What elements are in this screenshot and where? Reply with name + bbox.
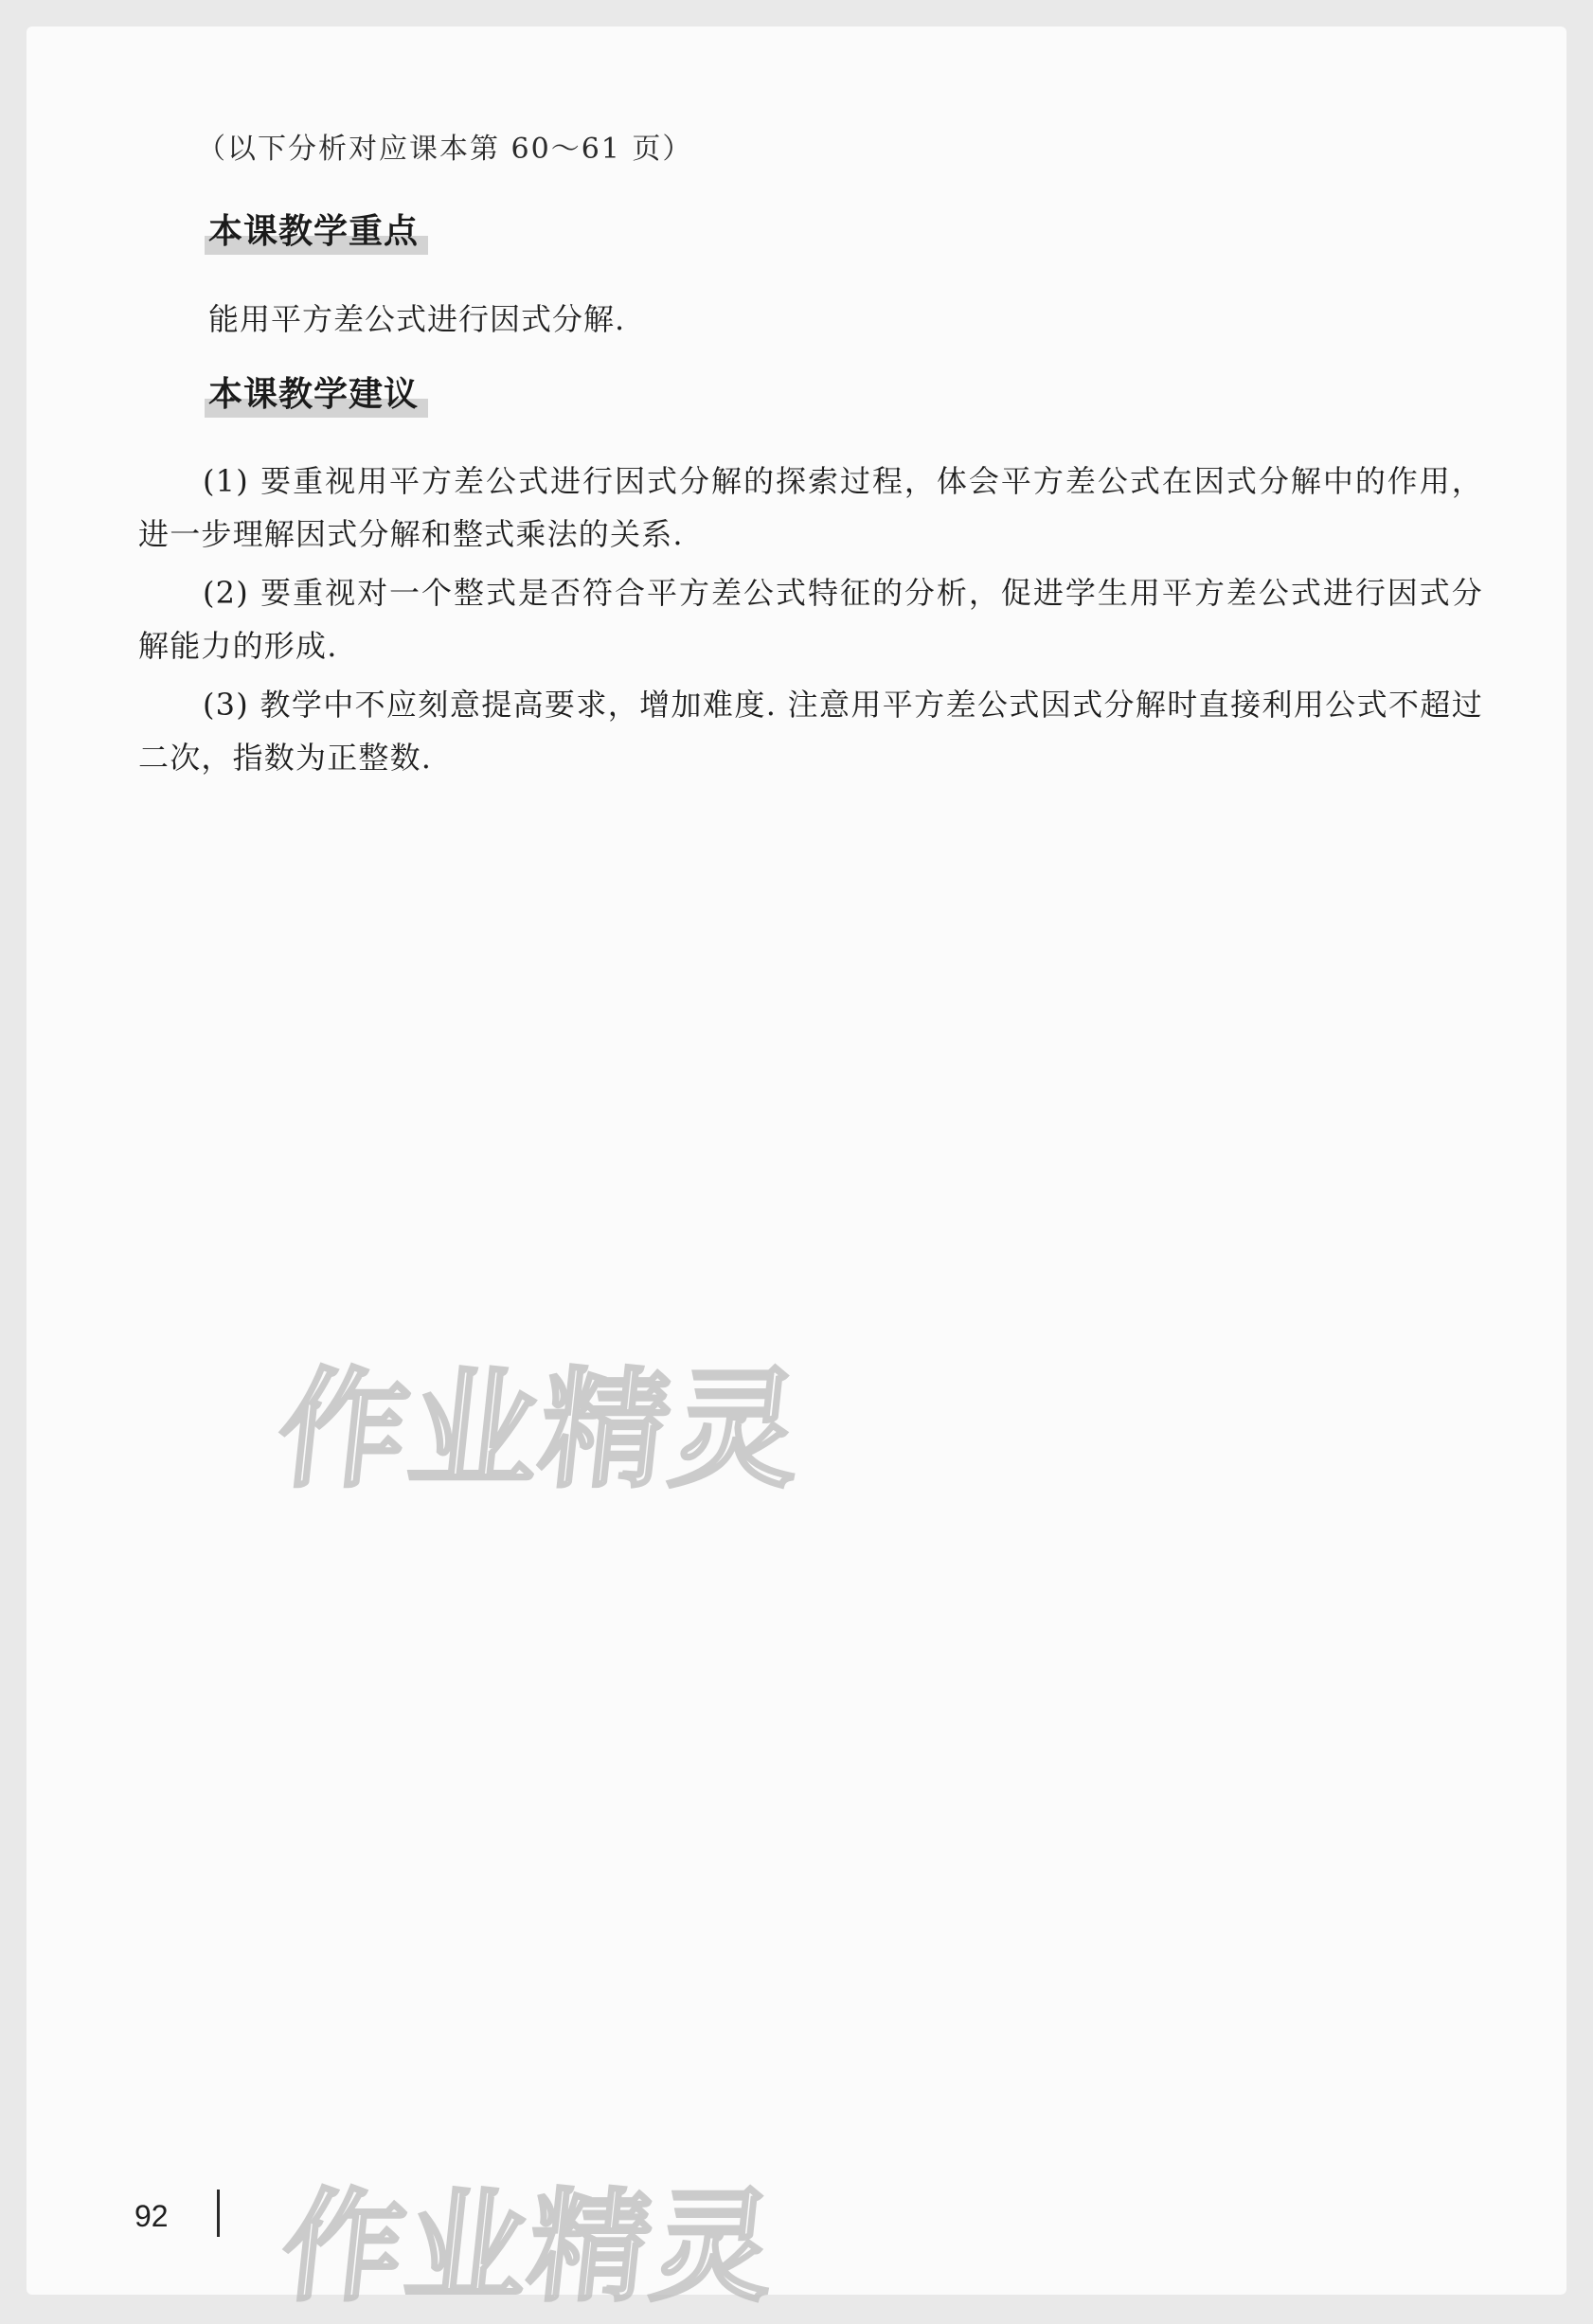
suggestion-item-1: (1) 要重视用平方差公式进行因式分解的探索过程，体会平方差公式在因式分解中的作用，进一步理解因式分解和整式乘法的关系. [138, 463, 1483, 552]
focus-heading [208, 205, 419, 253]
page-number: 92 [134, 2199, 169, 2233]
page-reference-note: （以下分析对应课本第 60～61 页） [197, 133, 693, 166]
suggestions-heading-label: 本课教学建议 [208, 375, 420, 414]
focus-heading-label: 本课教学重点 [208, 212, 420, 251]
watermark-bottom: 作业精灵 [275, 2177, 783, 2318]
suggestion-item-3: (3) 教学中不应刻意提高要求，增加难度. 注意用平方差公式因式分解时直接利用公式不超过二次，指数为正整数. [138, 687, 1483, 776]
suggestion-item-2: (2) 要重视对一个整式是否符合平方差公式特征的分析，促进学生用平方差公式进行因式分解能力的形成. [138, 575, 1483, 664]
focus-text: 能用平方差公式进行因式分解. [208, 301, 626, 337]
page-number-divider [217, 2190, 220, 2237]
suggestions-heading [208, 367, 419, 416]
watermark-center: 作业精灵 [271, 1356, 810, 1506]
